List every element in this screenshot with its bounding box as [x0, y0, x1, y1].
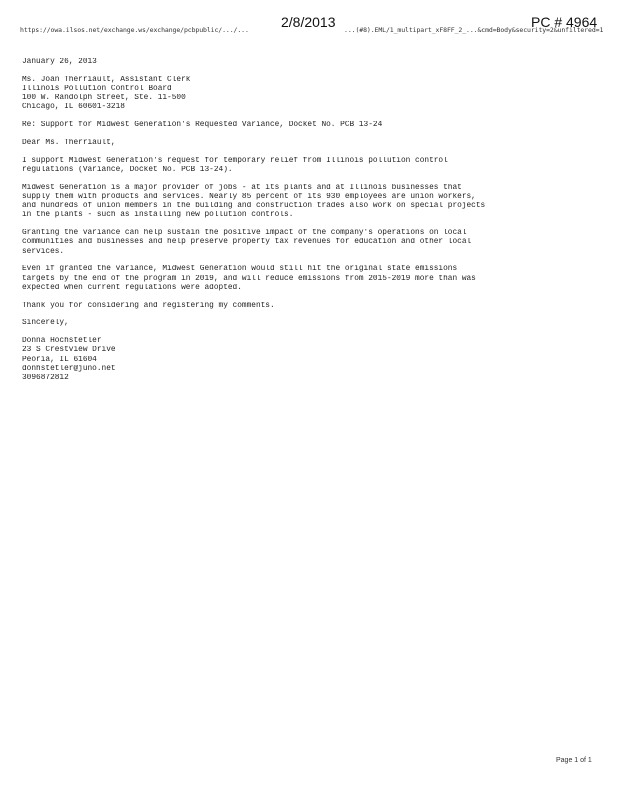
salutation: Dear Ms. Therriault, [22, 139, 116, 147]
signature-phone: 3096872812 [22, 374, 69, 383]
paragraph-line: Thank you for considering and registering my comments. [22, 301, 275, 310]
paragraph-line: Granting the variance can help sustain the positive impact of the company's operations on local [22, 229, 467, 238]
paragraph-line: I support Midwest Generation's request for temporary relief from Illinois pollution control [22, 156, 448, 165]
header-url-right: ...(#8).EML/1_multipart_xF8FF_2_...&cmd=Body&security=2&unfiltered=1 [344, 26, 604, 34]
body-paragraph [22, 229, 592, 257]
signature-block [22, 337, 592, 383]
signature-name: Donna Hochstetler [22, 337, 102, 346]
recipient-line: Chicago, IL 60601-3218 [22, 103, 125, 112]
body-paragraph [22, 157, 592, 175]
body-paragraph [22, 265, 592, 293]
signature-street: 23 S Crestview Drive [22, 346, 116, 355]
header-date: 2/8/2013 [281, 14, 336, 30]
closing: Sincerely, [22, 319, 69, 328]
recipient-address [22, 76, 592, 113]
paragraph-line: supply them with products and services. Nearly 85 percent of its 930 employees are union workers, [22, 193, 476, 201]
paragraph-line: expected when current regulations were adopted. [22, 283, 242, 292]
body-paragraph [22, 184, 592, 221]
signature-email: donhstetler@juno.net [22, 364, 116, 373]
recipient-line: 100 W. Randolph Street, Ste. 11-500 [22, 94, 186, 103]
page-number: Page 1 of 1 [556, 757, 592, 764]
paragraph-line: services. [22, 247, 65, 256]
paragraph-line: in the plants - such as installing new pollution controls. [22, 211, 294, 220]
public-comment-number: PC # 4964 [531, 14, 598, 30]
paragraph-line: communities and businesses and help preserve property tax revenues for education and other local [22, 238, 472, 247]
paragraph-line: Midwest Generation is a major provider of jobs - at its plants and at Illinois businesses that [22, 183, 462, 192]
subject-line: Re: Support for Midwest Generation's Requested Variance, Docket No. PCB 13-24 [22, 121, 383, 130]
letter-body [22, 58, 592, 383]
paragraph-line: targets by the end of the program in 2019, and will reduce emissions from 2015-2019 more than was [22, 274, 476, 283]
body-paragraph [22, 302, 592, 311]
recipient-line: Ms. Joan Therriault, Assistant Clerk [22, 75, 191, 84]
signature-city: Peoria, IL 61604 [22, 355, 97, 364]
paragraph-line: regulations (Variance, Docket No. PCB 13-24). [22, 166, 233, 174]
header-url-left: https://owa.ilsos.net/exchange.ws/exchange/pcbpublic/.../... [20, 26, 249, 34]
paragraph-line: Even if granted the variance, Midwest Generation would still hit the original state emissions [22, 265, 458, 274]
paragraph-line: and hundreds of union members in the building and construction trades also work on special projects [22, 202, 486, 211]
letter-date: January 26, 2013 [22, 58, 97, 66]
recipient-line: Illinois Pollution Control Board [22, 85, 172, 93]
